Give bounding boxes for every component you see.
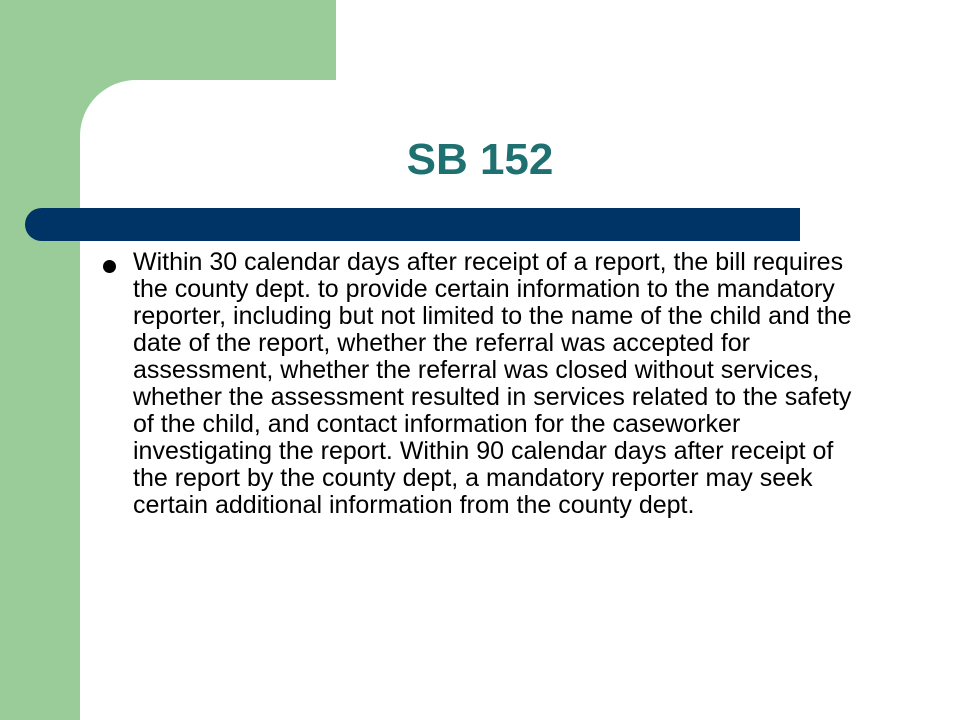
bullet-dot-icon [103,260,116,273]
slide-title: SB 152 [406,135,554,184]
bullet-text: Within 30 calendar days after receipt of a report, the bill requires the county dept. to provide certain information to the mandatory reporter, including but not limited to the name of the child and the date of the report, whether the referral was accepted for assessment, whether the referral was closed without services, whether the assessment resulted in services related to the safety of the child, and contact information for the caseworker investigating the report. Within 90 calendar days after receipt of the report by the county dept, a mandatory reporter may seek certain additional information from the county dept. [133,248,852,519]
bullet-item [103,249,863,519]
bullet-list [103,249,863,519]
title-underline-bar [25,208,800,241]
